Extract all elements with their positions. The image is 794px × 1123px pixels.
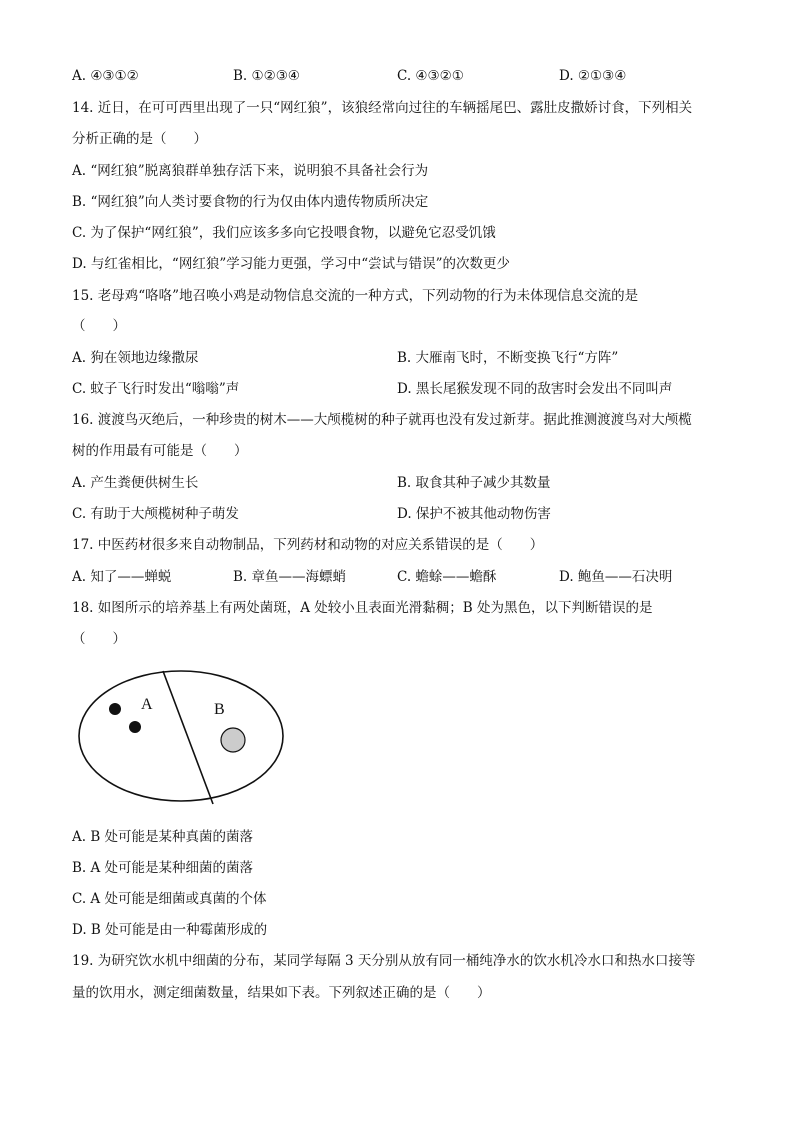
q18-stem-line2: （ ） <box>72 631 126 647</box>
label-a: A <box>141 696 153 713</box>
q17-stem: 17. 中医药材很多来自动物制品，下列药材和动物的对应关系错误的是（ ） <box>72 537 544 553</box>
q16-option-c[interactable]: C. 有助于大颅榄树种子萌发 <box>72 506 239 522</box>
q18-option-d[interactable]: D. B 处可能是由一种霉菌形成的 <box>72 922 268 938</box>
q17-option-a[interactable]: A. 知了——蝉蜕 <box>72 569 172 585</box>
q14-option-a[interactable]: A. “网红狼”脱离狼群单独存活下来，说明狼不具备社会行为 <box>72 163 429 179</box>
q15-stem-line1: 15. 老母鸡“咯咯”地召唤小鸡是动物信息交流的一种方式，下列动物的行为未体现信息交流的是 <box>72 288 639 304</box>
petri-dish-outline <box>79 671 283 801</box>
q14-option-d[interactable]: D. 与红雀相比，“网红狼”学习能力更强，学习中“尝试与错误”的次数更少 <box>72 256 511 272</box>
q16-stem-line1: 16. 渡渡鸟灭绝后，一种珍贵的树木——大颅榄树的种子就再也没有发过新芽。据此推测渡渡鸟对大颅榄 <box>72 412 692 428</box>
q14-stem-line1: 14. 近日，在可可西里出现了一只“网红狼”，该狼经常向过往的车辆摇尾巴、露肚皮撒娇讨食，下列相关 <box>72 100 693 116</box>
colony-a-dot-2 <box>129 721 141 733</box>
q17-option-c[interactable]: C. 蟾蜍——蟾酥 <box>397 569 497 585</box>
q18-option-c[interactable]: C. A 处可能是细菌或真菌的个体 <box>72 891 267 907</box>
colony-a-dot-1 <box>109 703 121 715</box>
q15-option-b[interactable]: B. 大雁南飞时，不断变换飞行“方阵” <box>397 350 619 366</box>
q13-option-a[interactable]: A. ④③①② <box>72 68 139 84</box>
q18-option-b[interactable]: B. A 处可能是某种细菌的菌落 <box>72 860 254 876</box>
q14-option-c[interactable]: C. 为了保护“网红狼”，我们应该多多向它投喂食物，以避免它忍受饥饿 <box>72 225 496 241</box>
q16-option-b[interactable]: B. 取食其种子减少其数量 <box>397 475 551 491</box>
q16-option-a[interactable]: A. 产生粪便供树生长 <box>72 475 199 491</box>
q18-stem-line1: 18. 如图所示的培养基上有两处菌斑，A 处较小且表面光滑黏稠；B 处为黑色，以下判断错误的是 <box>72 600 653 616</box>
q13-option-c[interactable]: C. ④③②① <box>397 68 464 84</box>
q19-stem-line2: 量的饮用水，测定细菌数量，结果如下表。下列叙述正确的是（ ） <box>72 985 491 1001</box>
q13-option-d[interactable]: D. ②①③④ <box>559 68 627 84</box>
q15-option-d[interactable]: D. 黑长尾猴发现不同的敌害时会发出不同叫声 <box>397 381 673 397</box>
colony-b <box>221 728 245 752</box>
q15-option-a[interactable]: A. 狗在领地边缘撒尿 <box>72 350 199 366</box>
dish-divider-line <box>163 671 213 804</box>
q16-option-d[interactable]: D. 保护不被其他动物伤害 <box>397 506 551 522</box>
petri-dish-figure <box>78 668 293 808</box>
q18-option-a[interactable]: A. B 处可能是某种真菌的菌落 <box>72 829 254 845</box>
q15-option-c[interactable]: C. 蚊子飞行时发出“嗡嗡”声 <box>72 381 240 397</box>
q17-option-d[interactable]: D. 鲍鱼——石决明 <box>559 569 673 585</box>
q19-stem-line1: 19. 为研究饮水机中细菌的分布，某同学每隔 3 天分别从放有同一桶纯净水的饮水机冷水口和热水口接等 <box>72 953 696 969</box>
q14-option-b[interactable]: B. “网红狼”向人类讨要食物的行为仅由体内遗传物质所决定 <box>72 194 429 210</box>
label-b: B <box>214 701 225 718</box>
q15-stem-line2: （ ） <box>72 318 126 334</box>
q13-option-b[interactable]: B. ①②③④ <box>233 68 300 84</box>
q14-stem-line2: 分析正确的是（ ） <box>72 131 207 147</box>
q16-stem-line2: 树的作用最有可能是（ ） <box>72 443 248 459</box>
q17-option-b[interactable]: B. 章鱼——海螵蛸 <box>233 569 347 585</box>
